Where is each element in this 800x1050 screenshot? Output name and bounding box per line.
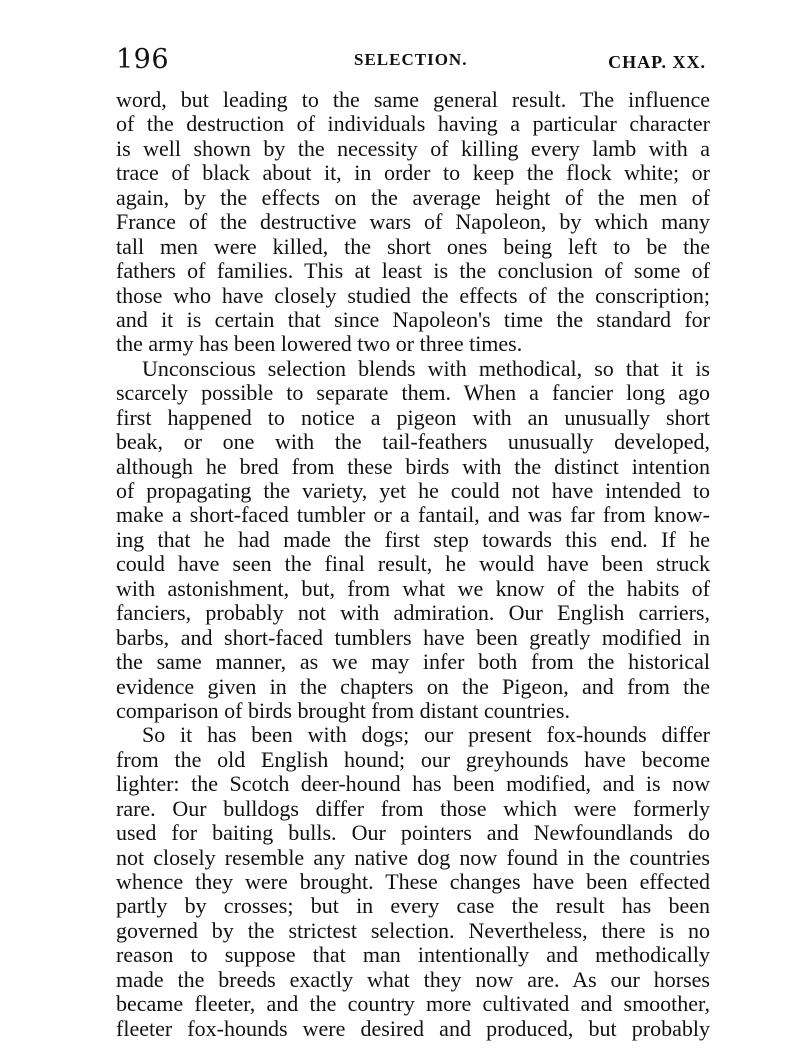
text-line: evidence given in the chapters on the Pigeon, and from the bbox=[116, 673, 710, 699]
paragraph bbox=[116, 88, 710, 357]
chapter-label: CHAP. XX. bbox=[608, 52, 706, 72]
text-line: lighter: the Scotch deer-hound has been modified, and is now bbox=[116, 771, 710, 797]
text-line: trace of black about it, in order to keep the flock white; or bbox=[116, 160, 710, 186]
text-line: scarcely possible to separate them. When a fancier long ago bbox=[116, 380, 710, 406]
book-page bbox=[116, 40, 710, 1040]
text-line: Unconscious selection blends with methodical, so that it is bbox=[142, 355, 710, 381]
text-line: of the destruction of individuals having a particular character bbox=[116, 111, 710, 137]
text-line: although he bred from these birds with the distinct intention bbox=[116, 453, 710, 479]
text-line: tall men were killed, the short ones being left to be the bbox=[116, 233, 710, 259]
running-title: SELECTION. bbox=[354, 50, 468, 69]
text-line: governed by the strictest selection. Nevertheless, there is no bbox=[116, 917, 710, 943]
text-line: used for baiting bulls. Our pointers and Newfoundlands do bbox=[116, 820, 710, 846]
text-line: not closely resemble any native dog now found in the countries bbox=[116, 844, 710, 870]
text-line: again, by the effects on the average height of the men of bbox=[116, 184, 710, 210]
text-line: with astonishment, but, from what we know of the habits of bbox=[116, 575, 710, 601]
text-line: the same manner, as we may infer both from the historical bbox=[116, 649, 710, 675]
text-line: made the breeds exactly what they now are. As our horses bbox=[116, 966, 710, 992]
text-line: first happened to notice a pigeon with an unusually short bbox=[116, 404, 710, 430]
text-line: beak, or one with the tail-feathers unusually developed, bbox=[116, 429, 710, 455]
text-line: So it has been with dogs; our present fox-hounds differ bbox=[142, 722, 710, 748]
page-number: 196 bbox=[116, 44, 170, 75]
text-line: fathers of families. This at least is the conclusion of some of bbox=[116, 258, 710, 284]
text-line: ing that he had made the first step towards this end. If he bbox=[116, 526, 710, 552]
text-line: is well shown by the necessity of killing every lamb with a bbox=[116, 135, 710, 161]
text-line: the army has been lowered two or three times. bbox=[116, 331, 523, 357]
text-line: fleeter fox-hounds were desired and produced, but probably bbox=[116, 1015, 710, 1041]
paragraph bbox=[116, 357, 710, 724]
text-line: France of the destructive wars of Napoleon, by which many bbox=[116, 209, 710, 235]
text-line: barbs, and short-faced tumblers have been greatly modified in bbox=[116, 624, 710, 650]
body-text bbox=[116, 88, 710, 1041]
text-line: became fleeter, and the country more cultivated and smoother, bbox=[116, 991, 710, 1017]
text-line: fanciers, probably not with admiration. Our English carriers, bbox=[116, 600, 710, 626]
text-line: make a short-faced tumbler or a fantail, and was far from know- bbox=[116, 502, 710, 528]
text-line: could have seen the final result, he would have been struck bbox=[116, 551, 710, 577]
text-line: reason to suppose that man intentionally and methodically bbox=[116, 942, 710, 968]
text-line: of propagating the variety, yet he could not have intended to bbox=[116, 478, 710, 503]
page-header bbox=[116, 40, 710, 88]
paragraph bbox=[116, 723, 710, 1041]
text-line: partly by crosses; but in every case the result has been bbox=[116, 893, 710, 919]
text-line: whence they were brought. These changes have been effected bbox=[116, 869, 710, 894]
text-line: comparison of birds brought from distant countries. bbox=[116, 697, 570, 723]
text-line: those who have closely studied the effects of the conscription; bbox=[116, 282, 710, 308]
text-line: rare. Our bulldogs differ from those which were formerly bbox=[116, 795, 710, 821]
text-line: word, but leading to the same general result. The influence bbox=[116, 87, 710, 112]
text-line: and it is certain that since Napoleon's time the standard for bbox=[116, 306, 710, 332]
text-line: from the old English hound; our greyhounds have become bbox=[116, 746, 710, 772]
